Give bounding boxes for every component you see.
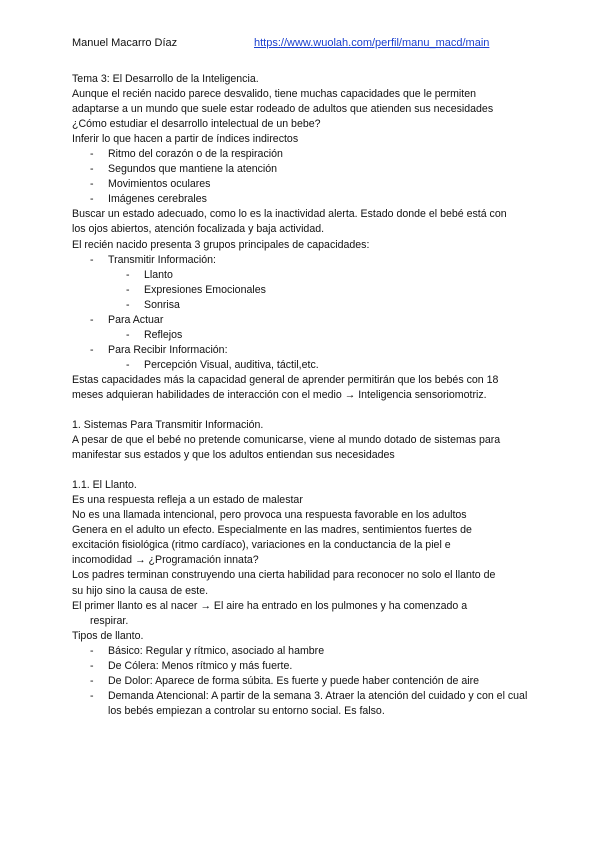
- section-1-line-1: A pesar de que el bebé no pretende comunicarse, viene al mundo dotado de sistemas para: [72, 434, 501, 447]
- header-profile-link[interactable]: https://www.wuolah.com/perfil/manu_macd/main: [254, 37, 490, 49]
- intro-line-2: adaptarse a un mundo que suele estar rodeado de adultos que atienden sus necesidades: [72, 103, 494, 116]
- llanto-line-8: El primer llanto es al nacer → El aire ha entrado en los pulmones y ha comenzado a: [72, 599, 468, 612]
- document-body: [72, 72, 532, 719]
- list-item: - Para Actuar: [90, 313, 164, 326]
- llanto-line-5: incomodidad → ¿Programación innata?: [72, 554, 259, 567]
- list-item: - Para Recibir Información:: [90, 343, 228, 356]
- section-1-1-title: 1.1. El Llanto.: [72, 479, 137, 492]
- llanto-line-4: excitación fisiológica (ritmo cardíaco), variaciones en la conductancia de la piel e: [72, 539, 451, 552]
- spacer: [72, 463, 532, 478]
- section-1-line-2: manifestar sus estados y que los adultos entiendan sus necesidades: [72, 449, 395, 462]
- state-line-1: Buscar un estado adecuado, como lo es la inactividad alerta. Estado donde el bebé está con: [72, 208, 507, 221]
- list-item: - Expresiones Emocionales: [126, 283, 266, 296]
- question-line: ¿Cómo estudiar el desarrollo intelectual de un bebe?: [72, 118, 321, 131]
- list-item: - De Cólera: Menos rítmico y más fuerte.: [90, 659, 293, 672]
- llanto-line-3: Genera en el adulto un efecto. Especialmente en las madres, sentimientos fuertes de: [72, 524, 472, 537]
- list-item: - Movimientos oculares: [90, 178, 211, 191]
- list-item: - Percepción Visual, auditiva, táctil,etc.: [126, 358, 319, 371]
- indices-list: [72, 147, 532, 207]
- capacities-line-1: Estas capacidades más la capacidad general de aprender permitirán que los bebés con 18: [72, 373, 499, 386]
- list-item: - Demanda Atencional: A partir de la semana 3. Atraer la atención del cuidado y con el cual los bebés empiezan a controlar su entorno social. Es falso.: [90, 689, 528, 717]
- topic-title: Tema 3: El Desarrollo de la Inteligencia.: [72, 73, 259, 85]
- capacities-list: [72, 253, 532, 373]
- state-line-2: los ojos abiertos, atención focalizada y baja actividad.: [72, 223, 325, 236]
- list-item: - Reflejos: [126, 328, 183, 341]
- list-item: - Transmitir Información:: [90, 253, 216, 266]
- llanto-line-7: su hijo sino la causa de este.: [72, 584, 209, 597]
- tipos-title: Tipos de llanto.: [72, 629, 144, 642]
- list-item: - Llanto: [126, 268, 173, 281]
- groups-intro: El recién nacido presenta 3 grupos principales de capacidades:: [72, 238, 370, 251]
- list-item: - Imágenes cerebrales: [90, 193, 207, 206]
- intro-line-1: Aunque el recién nacido parece desvalido, tiene muchas capacidades que le permiten: [72, 88, 477, 101]
- llanto-line-6: Los padres terminan construyendo una cierta habilidad para reconocer no solo el llanto de: [72, 569, 496, 582]
- list-item: - Básico: Regular y rítmico, asociado al hambre: [90, 644, 325, 657]
- llanto-line-9: respirar.: [90, 614, 129, 627]
- spacer: [72, 403, 532, 418]
- infer-line: Inferir lo que hacen a partir de índices indirectos: [72, 133, 299, 146]
- list-item: - Ritmo del corazón o de la respiración: [90, 148, 283, 161]
- list-item: - De Dolor: Aparece de forma súbita. Es fuerte y puede haber contención de aire: [90, 674, 480, 687]
- llanto-line-2: No es una llamada intencional, pero provoca una respuesta favorable en los adultos: [72, 509, 467, 522]
- list-item: - Segundos que mantiene la atención: [90, 163, 278, 176]
- tipos-list: [72, 644, 532, 719]
- section-1-title: 1. Sistemas Para Transmitir Información.: [72, 419, 264, 432]
- header-author: Manuel Macarro Díaz: [72, 37, 178, 49]
- capacities-line-2: meses adquieran habilidades de interacción con el medio → Inteligencia sensoriomotriz.: [72, 388, 487, 401]
- llanto-line-1: Es una respuesta refleja a un estado de malestar: [72, 494, 303, 507]
- list-item: - Sonrisa: [126, 298, 180, 311]
